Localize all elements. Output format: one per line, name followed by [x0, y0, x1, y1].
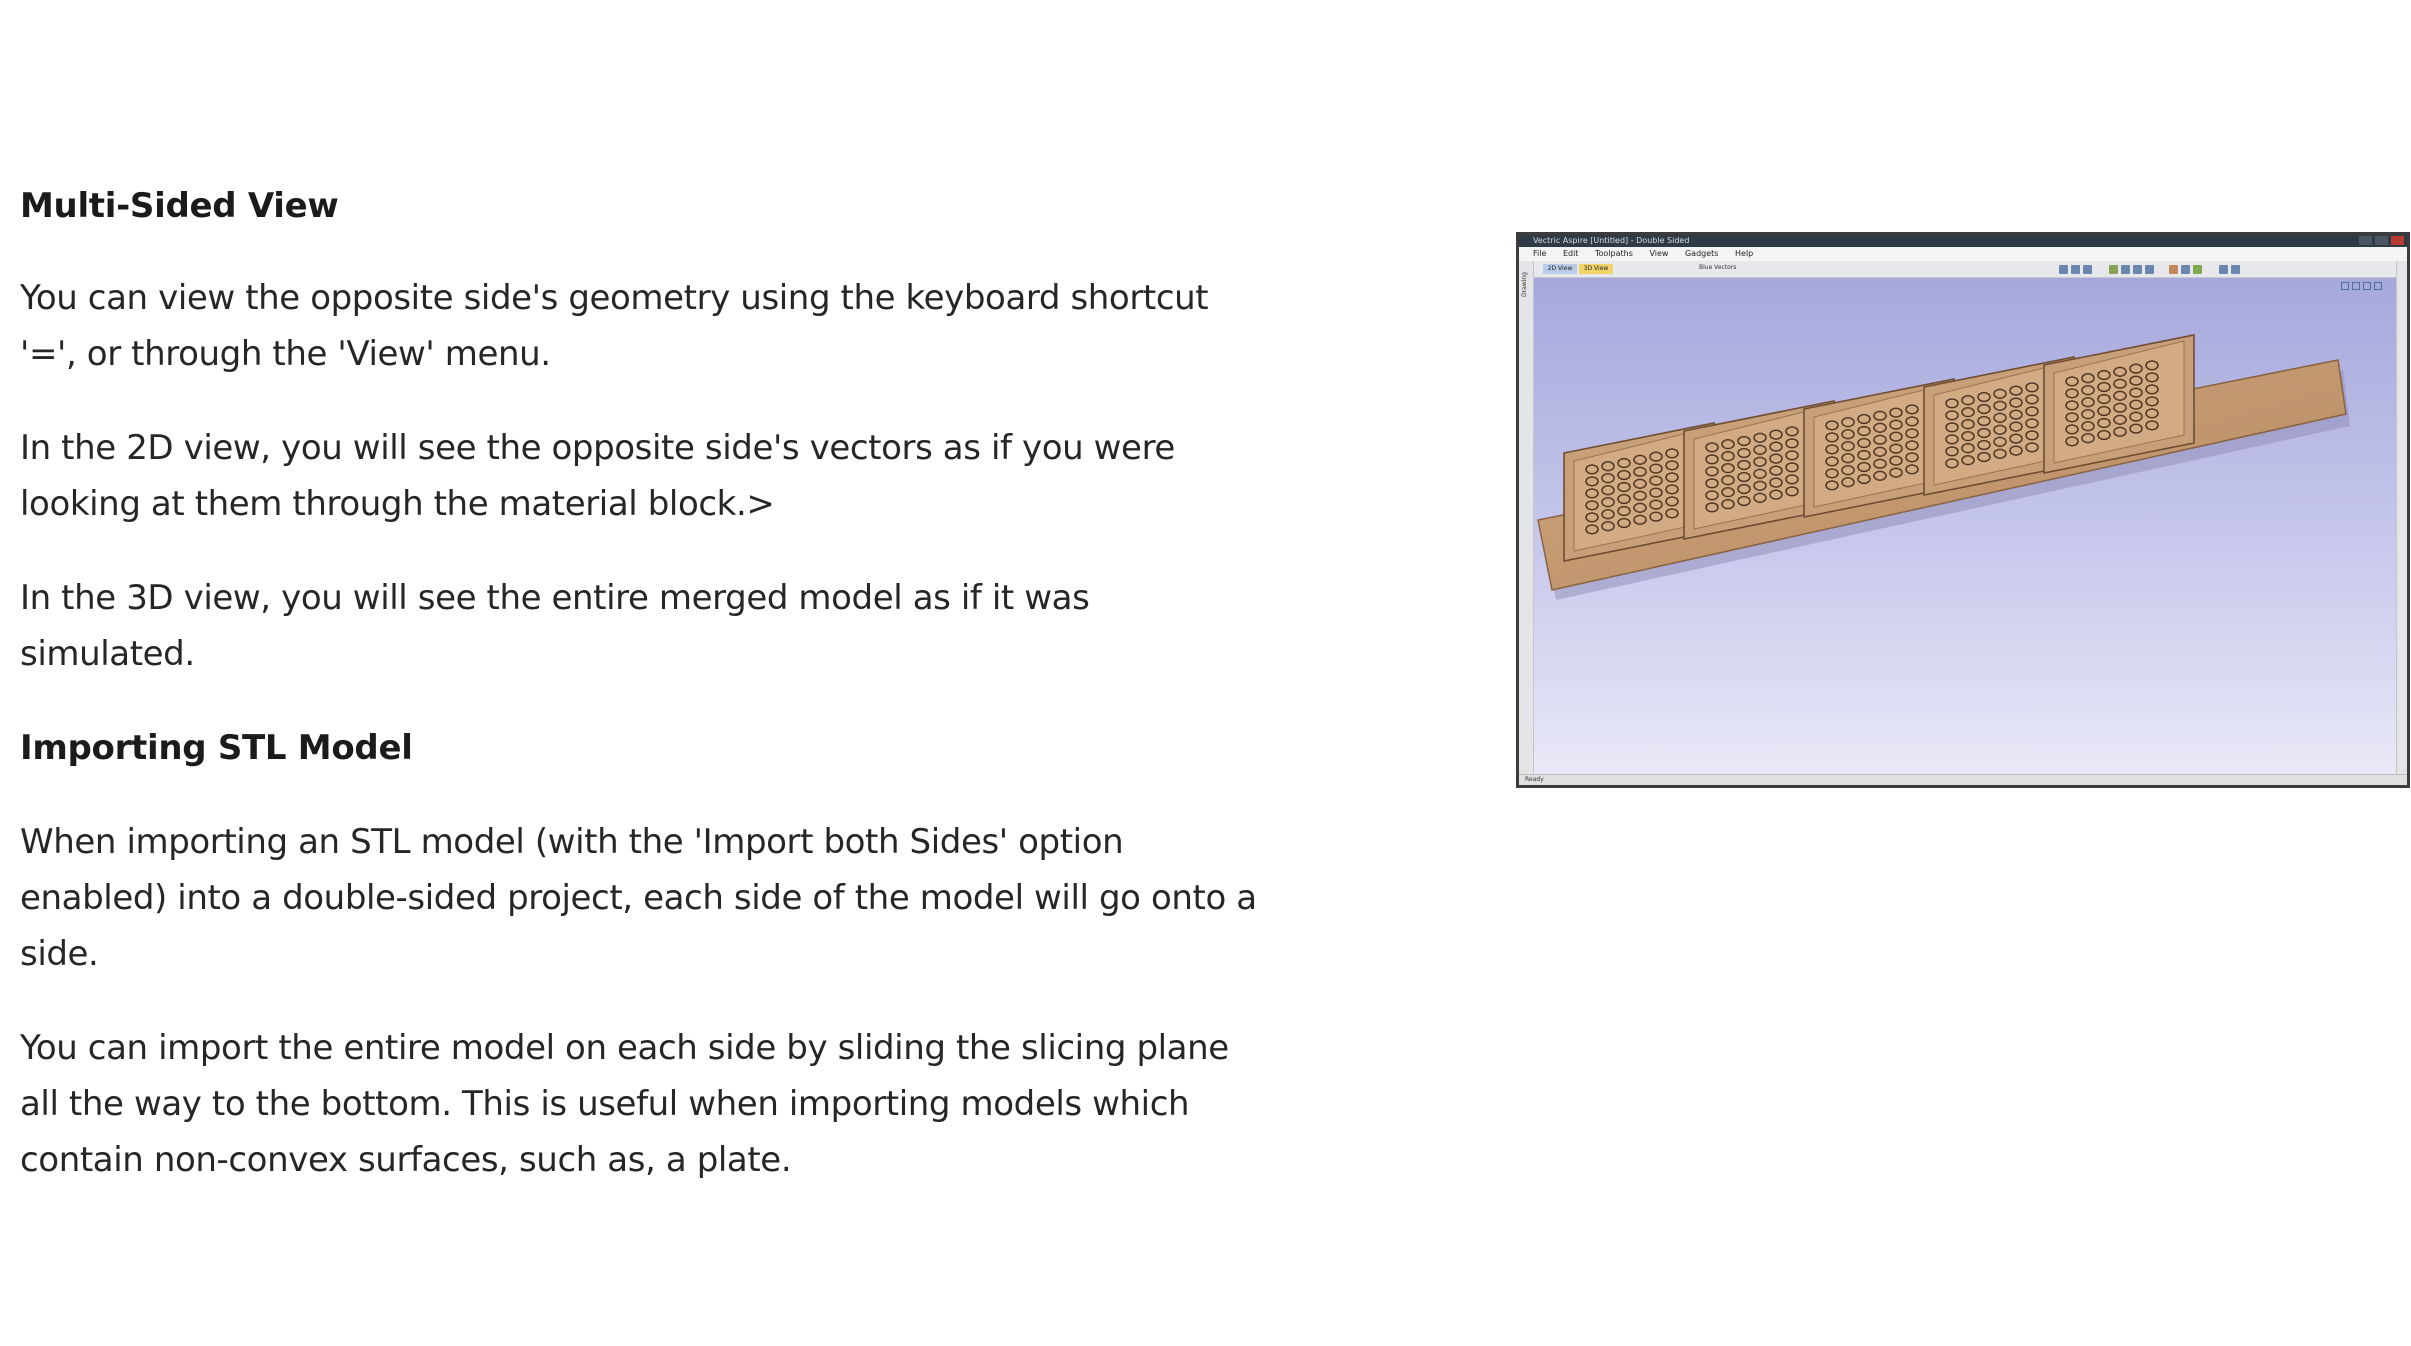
window-titlebar — [1519, 235, 2407, 247]
maximize-icon — [2375, 236, 2388, 245]
toolbar-icon — [2121, 265, 2130, 274]
menu-view: View — [1649, 249, 1669, 258]
software-screenshot — [1516, 232, 2410, 788]
toolbar-icon — [2083, 265, 2092, 274]
toolbar-icon — [2059, 265, 2068, 274]
toolbar — [1519, 261, 2407, 278]
close-icon — [2391, 236, 2404, 245]
minimize-icon — [2359, 236, 2372, 245]
toolbar-icon — [2109, 265, 2118, 274]
toolbar-icon — [2145, 265, 2154, 274]
heading-multi-sided-view: Multi-Sided View — [20, 186, 339, 226]
article-content — [20, 178, 1270, 1188]
menu-help: Help — [1735, 249, 1754, 258]
paragraph-slicing-plane: You can import the entire model on each side by sliding the slicing plane all the way to the bottom. This is useful when importing models which contain non-convex surfaces, such as, a plate. — [20, 1028, 1229, 1180]
menu-bar — [1519, 247, 2407, 261]
status-bar — [1519, 774, 2407, 785]
menu-gadgets: Gadgets — [1684, 249, 1719, 258]
toolbar-icon — [2169, 265, 2178, 274]
toolbar-icon — [2219, 265, 2228, 274]
heading-importing-stl: Importing STL Model — [20, 728, 413, 768]
toolbar-icon — [2193, 265, 2202, 274]
window-buttons — [2359, 236, 2404, 245]
toolbar-vector-label: Blue Vectors — [1699, 264, 1737, 271]
paragraph-view-shortcut: You can view the opposite side's geometry using the keyboard shortcut '=', or through the 'View' menu. — [20, 278, 1209, 374]
paragraph-import-stl: When importing an STL model (with the 'Import both Sides' option enabled) into a double-sided project, each side of the model will go onto a side. — [20, 822, 1257, 974]
paragraph-3d-view: In the 3D view, you will see the entire merged model as if it was simulated. — [20, 578, 1090, 674]
toolbar-icon — [2133, 265, 2142, 274]
menu-toolpaths: Toolpaths — [1594, 249, 1633, 258]
toolbar-icon — [2181, 265, 2190, 274]
3d-viewport — [1534, 278, 2396, 775]
paragraph-2d-view: In the 2D view, you will see the opposite side's vectors as if you were looking at them through the material block.> — [20, 428, 1175, 524]
menu-edit: Edit — [1562, 249, 1579, 258]
toolbar-icon — [2071, 265, 2080, 274]
status-text: Ready — [1525, 776, 1544, 783]
left-panel-label: Drawing — [1521, 272, 1528, 297]
menu-file: File — [1533, 249, 1547, 258]
tab-2d-view: 2D View — [1543, 264, 1577, 274]
tab-3d-view: 3D View — [1579, 264, 1613, 274]
left-panel-strip — [1519, 261, 1534, 775]
wood-plate-model — [1534, 278, 2402, 778]
toolbar-icon — [2231, 265, 2240, 274]
window-title: Vectric Aspire [Untitled] - Double Sided — [1533, 236, 1690, 245]
